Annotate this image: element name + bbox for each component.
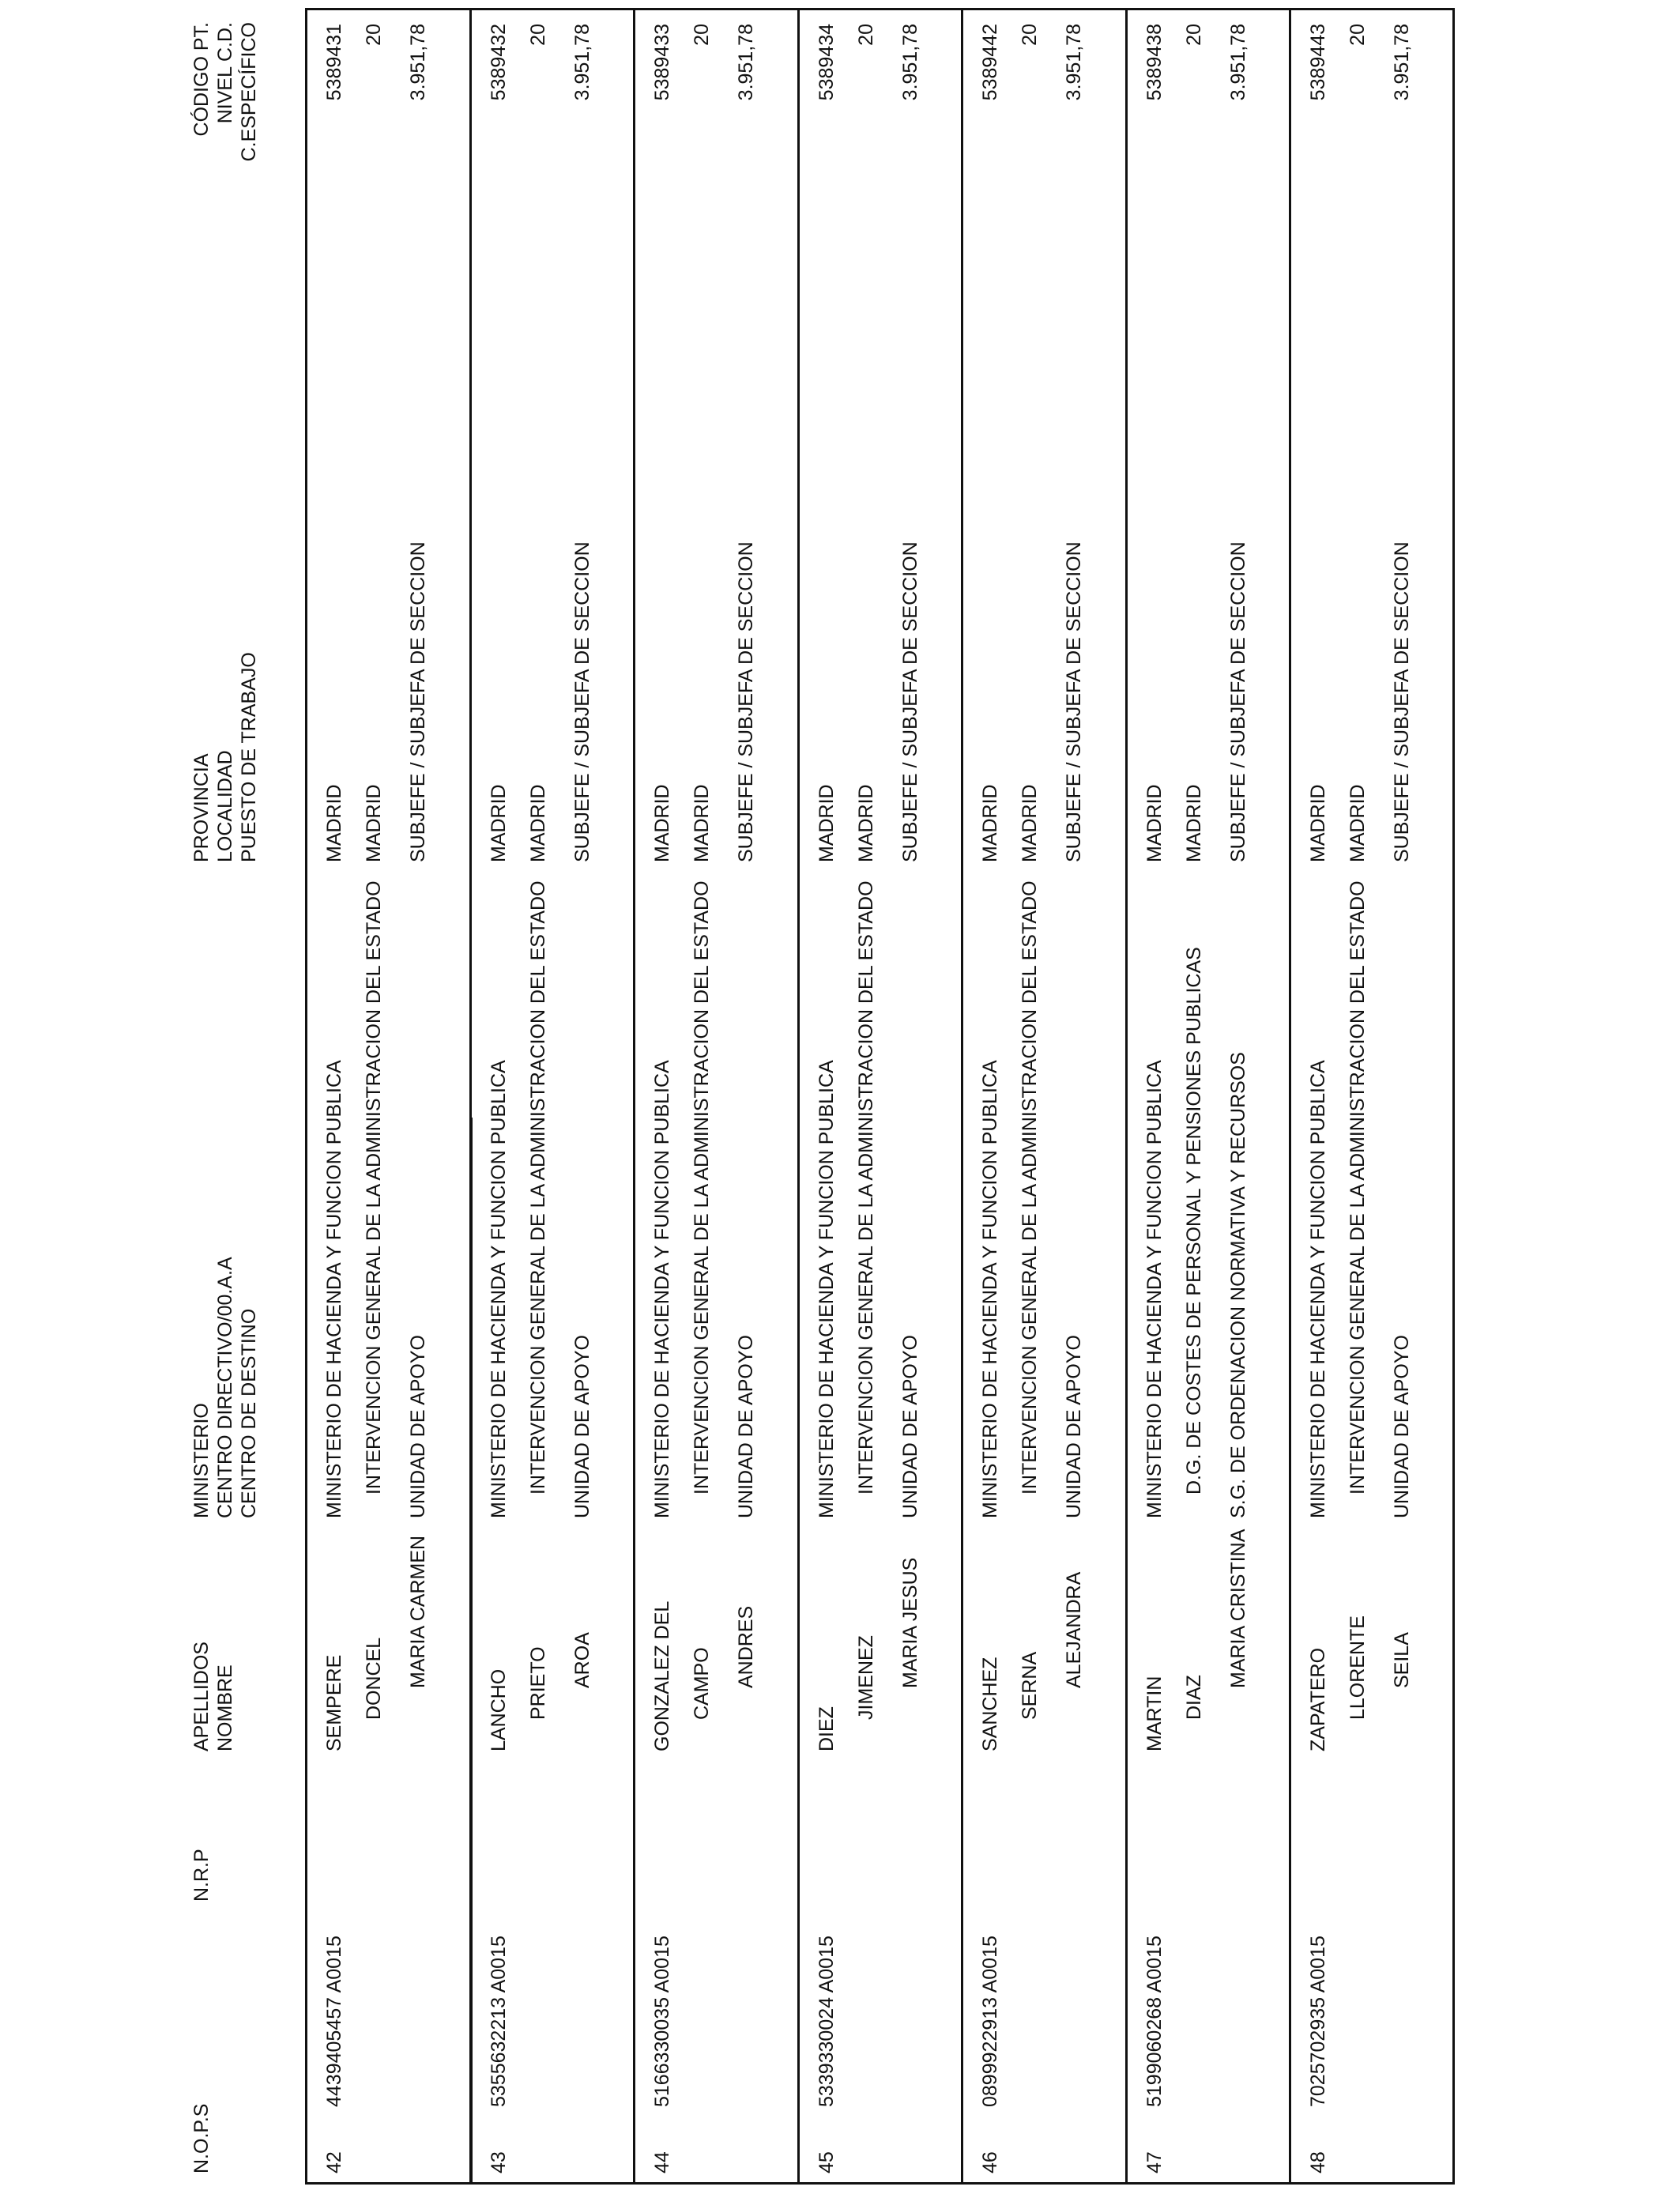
row-nrp: 0899922913 A0015 (979, 1936, 1001, 2107)
row-provincia: MADRID (979, 784, 1001, 862)
row-centro-directivo: D.G. DE COSTES DE PERSONAL Y PENSIONES PUBLICAS (1182, 947, 1205, 1495)
row-nombre: SEILA (1391, 1632, 1413, 1688)
row-nrp: 7025702935 A0015 (1307, 1936, 1329, 2107)
row-separator (797, 10, 800, 2185)
row-ministerio: MINISTERIO DE HACIENDA Y FUNCION PUBLICA (651, 1060, 673, 1518)
row-especifico: 3.951,78 (1391, 24, 1413, 101)
row-nivel: 20 (1019, 24, 1041, 46)
row-apellido1: DIEZ (815, 1706, 838, 1751)
row-nivel: 20 (854, 24, 877, 46)
row-centro-directivo: INTERVENCION GENERAL DE LA ADMINISTRACION DEL ESTADO (691, 880, 713, 1495)
row-especifico: 3.951,78 (1226, 24, 1249, 101)
row-nombre: AROA (571, 1632, 593, 1688)
row-provincia: MADRID (1143, 784, 1166, 862)
header-puesto-label: PUESTO DE TRABAJO (238, 652, 260, 862)
row-localidad: MADRID (1347, 784, 1369, 862)
row-ministerio: MINISTERIO DE HACIENDA Y FUNCION PUBLICA (1307, 1060, 1329, 1518)
row-codigo: 5389433 (651, 24, 673, 101)
row-centro-directivo: INTERVENCION GENERAL DE LA ADMINISTRACION DEL ESTADO (1019, 880, 1041, 1495)
row-nrp: 5339330024 A0015 (815, 1936, 838, 2107)
row-centro-directivo: INTERVENCION GENERAL DE LA ADMINISTRACION DEL ESTADO (363, 880, 385, 1495)
header-apellidos-label: APELLIDOS (190, 1642, 213, 1751)
row-apellido2: JIMENEZ (854, 1635, 877, 1720)
header-provincia-label: PROVINCIA (190, 753, 213, 862)
row-provincia: MADRID (1307, 784, 1329, 862)
row-apellido2: CAMPO (691, 1647, 713, 1720)
row-apellido1: SANCHEZ (979, 1657, 1001, 1751)
row-provincia: MADRID (651, 784, 673, 862)
header-localidad-label: LOCALIDAD (214, 750, 236, 862)
row-provincia: MADRID (487, 784, 510, 862)
row-nombre: ANDRES (735, 1605, 757, 1688)
row-especifico: 3.951,78 (407, 24, 429, 101)
row-codigo: 5389431 (323, 24, 345, 101)
row-nombre: ALEJANDRA (1063, 1571, 1085, 1688)
table-bottom-border (1452, 10, 1455, 2185)
table-left-border (305, 2182, 1455, 2185)
row-localidad: MADRID (363, 784, 385, 862)
row-apellido1: SEMPERE (323, 1654, 345, 1751)
row-provincia: MADRID (815, 784, 838, 862)
row-especifico: 3.951,78 (898, 24, 921, 101)
row-provincia: MADRID (323, 784, 345, 862)
row-centro-destino: UNIDAD DE APOYO (1391, 1335, 1413, 1518)
row-separator (1125, 10, 1128, 2185)
header-nombre-label: NOMBRE (214, 1664, 236, 1751)
row-nombre: MARIA CARMEN (407, 1535, 429, 1688)
row-localidad: MADRID (854, 784, 877, 862)
row-localidad: MADRID (526, 784, 549, 862)
row-nombre: MARIA JESUS (898, 1557, 921, 1688)
row-ministerio: MINISTERIO DE HACIENDA Y FUNCION PUBLICA (487, 1060, 510, 1518)
row-especifico: 3.951,78 (1063, 24, 1085, 101)
row-separator (961, 10, 963, 2185)
header-nivel-label: NIVEL C.D. (214, 22, 236, 124)
row-centro-directivo: INTERVENCION GENERAL DE LA ADMINISTRACION DEL ESTADO (1347, 880, 1369, 1495)
row-nivel: 20 (1182, 24, 1205, 46)
row-nops: 42 (323, 2151, 345, 2173)
row-centro-destino: UNIDAD DE APOYO (735, 1335, 757, 1518)
row-nops: 45 (815, 2151, 838, 2173)
row-apellido2: SERNA (1019, 1651, 1041, 1720)
row-nops: 46 (979, 2151, 1001, 2173)
row-ministerio: MINISTERIO DE HACIENDA Y FUNCION PUBLICA (979, 1060, 1001, 1518)
row-especifico: 3.951,78 (735, 24, 757, 101)
row-nivel: 20 (1347, 24, 1369, 46)
row-centro-destino: S.G. DE ORDENACION NORMATIVA Y RECURSOS (1226, 1052, 1249, 1518)
row-localidad: MADRID (1019, 784, 1041, 862)
row-nrp: 5355632213 A0015 (487, 1936, 510, 2107)
row-codigo: 5389443 (1307, 24, 1329, 101)
row-nops: 47 (1143, 2151, 1166, 2173)
row-nivel: 20 (363, 24, 385, 46)
row-ministerio: MINISTERIO DE HACIENDA Y FUNCION PUBLICA (815, 1060, 838, 1518)
row-puesto: SUBJEFE / SUBJEFA DE SECCION (1391, 541, 1413, 862)
first-row-emphasis (469, 1118, 473, 2185)
row-nops: 44 (651, 2151, 673, 2173)
row-apellido1: ZAPATERO (1307, 1647, 1329, 1751)
row-nivel: 20 (526, 24, 549, 46)
row-localidad: MADRID (691, 784, 713, 862)
row-nombre: MARIA CRISTINA (1226, 1529, 1249, 1688)
row-apellido1: GONZALEZ DEL (651, 1600, 673, 1751)
row-codigo: 5389442 (979, 24, 1001, 101)
row-localidad: MADRID (1182, 784, 1205, 862)
row-codigo: 5389432 (487, 24, 510, 101)
row-puesto: SUBJEFE / SUBJEFA DE SECCION (735, 541, 757, 862)
row-puesto: SUBJEFE / SUBJEFA DE SECCION (571, 541, 593, 862)
header-especifico-label: C.ESPECÍFICO (238, 22, 260, 162)
row-apellido2: DIAZ (1182, 1675, 1205, 1720)
row-nops: 43 (487, 2151, 510, 2173)
row-apellido2: LLORENTE (1347, 1615, 1369, 1720)
header-centro-directivo-label: CENTRO DIRECTIVO/00.A.A (214, 1257, 236, 1518)
row-nrp: 5199060268 A0015 (1143, 1936, 1166, 2107)
row-ministerio: MINISTERIO DE HACIENDA Y FUNCION PUBLICA (323, 1060, 345, 1518)
header-ministerio-label: MINISTERIO (190, 1403, 213, 1518)
table-right-border (305, 8, 1455, 10)
row-codigo: 5389434 (815, 24, 838, 101)
row-centro-destino: UNIDAD DE APOYO (898, 1335, 921, 1518)
table-top-border (305, 10, 307, 2185)
row-puesto: SUBJEFE / SUBJEFA DE SECCION (407, 541, 429, 862)
row-apellido1: LANCHO (487, 1668, 510, 1751)
row-ministerio: MINISTERIO DE HACIENDA Y FUNCION PUBLICA (1143, 1060, 1166, 1518)
row-apellido2: PRIETO (526, 1646, 549, 1720)
header-codigo-label: CÓDIGO PT. (190, 22, 213, 137)
row-codigo: 5389438 (1143, 24, 1166, 101)
row-centro-directivo: INTERVENCION GENERAL DE LA ADMINISTRACION DEL ESTADO (854, 880, 877, 1495)
header-centro-destino-label: CENTRO DE DESTINO (238, 1308, 260, 1518)
row-nrp: 5166330035 A0015 (651, 1936, 673, 2107)
row-centro-destino: UNIDAD DE APOYO (571, 1335, 593, 1518)
row-nivel: 20 (691, 24, 713, 46)
row-apellido1: MARTIN (1143, 1676, 1166, 1751)
row-nrp: 4439405457 A0015 (323, 1936, 345, 2107)
header-nops-label: N.O.P.S (190, 2103, 213, 2173)
row-separator (1289, 10, 1291, 2185)
row-centro-destino: UNIDAD DE APOYO (407, 1335, 429, 1518)
row-puesto: SUBJEFE / SUBJEFA DE SECCION (898, 541, 921, 862)
header-nrp-label: N.R.P (190, 1849, 213, 1902)
row-centro-directivo: INTERVENCION GENERAL DE LA ADMINISTRACION DEL ESTADO (526, 880, 549, 1495)
row-apellido2: DONCEL (363, 1637, 385, 1720)
row-centro-destino: UNIDAD DE APOYO (1063, 1335, 1085, 1518)
row-nops: 48 (1307, 2151, 1329, 2173)
row-puesto: SUBJEFE / SUBJEFA DE SECCION (1226, 541, 1249, 862)
row-especifico: 3.951,78 (571, 24, 593, 101)
row-separator (633, 10, 635, 2185)
row-puesto: SUBJEFE / SUBJEFA DE SECCION (1063, 541, 1085, 862)
